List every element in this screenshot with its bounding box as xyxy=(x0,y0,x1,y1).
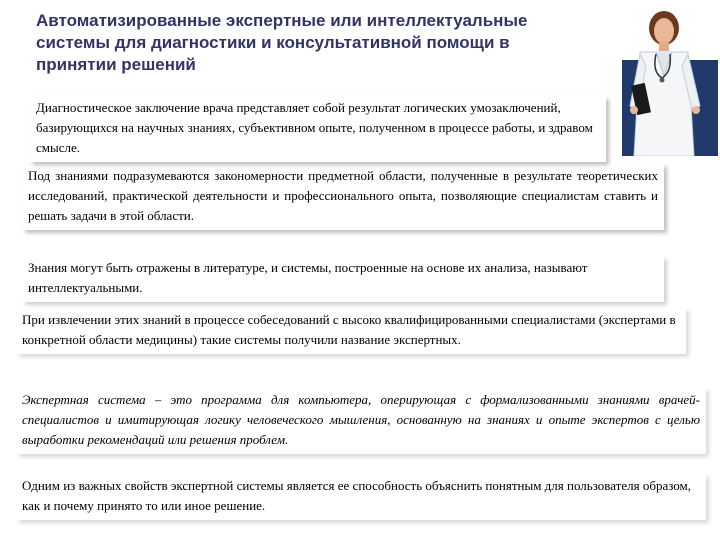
text-block-diagnosis xyxy=(30,96,606,162)
paragraph-text: Знания могут быть отражены в литературе, и системы, построенные на основе их анализа, называют интеллектуальными. xyxy=(28,260,588,295)
paragraph-text: Одним из важных свойств экспертной системы является ее способность объяснить понятным для пользователя образом, как и почему принято то или иное решение. xyxy=(22,478,692,513)
paragraph-text: Экспертная система – это программа для компьютера, оперирующая с формализованными знаниями врачей-специалистов и имитирующая логику человеческого мышления, основанную на знаниях и опыте экспертов с целью выработки рекомендаций или решения проблем. xyxy=(22,392,700,447)
text-block-extraction xyxy=(16,308,686,354)
text-block-knowledge xyxy=(22,164,664,230)
doctor-illustration xyxy=(612,6,718,156)
paragraph-text: Под знаниями подразумеваются закономерности предметной области, полученные в результате теоретических исследований, практической деятельности и профессионального опыта, позволяющие специалистам ставить и решать задачи в этой области. xyxy=(28,168,658,223)
text-block-literature xyxy=(22,256,664,302)
text-block-definition xyxy=(16,388,706,454)
slide-title: Автоматизированные экспертные или интеллектуальные системы для диагностики и консультативной помощи в принятии решений xyxy=(36,11,528,74)
paragraph-text: Диагностическое заключение врача представляет собой результат логических умозаключений, базирующихся на научных знаниях, субъективном опыте, полученном в процессе работы, и здравом смысле. xyxy=(36,100,593,155)
text-block-explanation xyxy=(16,474,706,520)
paragraph-text: При извлечении этих знаний в процессе собеседований с высоко квалифицированными специалистами (экспертами в конкретной области медицины) такие системы получили название экспертных. xyxy=(22,312,676,347)
doctor-icon xyxy=(612,6,718,156)
